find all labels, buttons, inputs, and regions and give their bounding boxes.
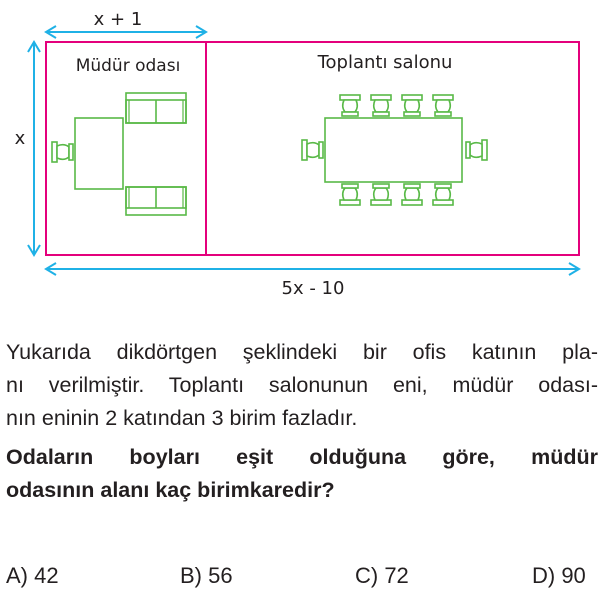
meeting-chair <box>302 140 323 160</box>
question-block <box>6 336 598 507</box>
sofa-bottom <box>126 187 186 215</box>
question-prompt-line: Odaların boyları eşit olduğuna göre, müdür <box>6 445 598 469</box>
meeting-chair <box>466 140 487 160</box>
room-height-arrow <box>28 42 40 255</box>
meeting-chair <box>433 184 453 205</box>
meeting-chair <box>340 95 360 116</box>
meeting-chair <box>433 95 453 116</box>
option-d[interactable]: D) 90 <box>532 563 586 588</box>
manager-desk <box>75 118 123 189</box>
meeting-chair <box>402 95 422 116</box>
meeting-room-label: Toplantı salonu <box>317 52 453 73</box>
option-b[interactable]: B) 56 <box>180 563 233 588</box>
manager-desk-set <box>52 93 186 215</box>
question-line: nın eninin 2 katından 3 birim fazladır. <box>6 406 358 430</box>
answer-options <box>6 563 596 597</box>
question-prompt-line: odasının alanı kaç birimkaredir? <box>6 478 335 502</box>
meeting-chair <box>340 184 360 205</box>
meeting-chair <box>371 95 391 116</box>
question-line: nı verilmiştir. Toplantı salonunun eni, müdür odası- <box>6 373 598 397</box>
meeting-chair <box>402 184 422 205</box>
room-height-label: x <box>14 128 26 149</box>
question-prompt <box>6 441 598 507</box>
office-width-label: 5x - 10 <box>281 278 345 299</box>
manager-room-label: Müdür odası <box>75 56 181 76</box>
question-line: Yukarıda dikdörtgen şeklindeki bir ofis katının pla- <box>6 340 598 364</box>
meeting-table <box>325 118 462 182</box>
question-text <box>6 336 598 435</box>
meeting-table-set <box>302 95 487 205</box>
option-c[interactable]: C) 72 <box>355 563 409 588</box>
sofa-top <box>126 93 186 123</box>
option-a[interactable]: A) 42 <box>6 563 59 588</box>
meeting-chair <box>371 184 391 205</box>
office-width-arrow <box>46 263 579 275</box>
manager-room-width-label: x + 1 <box>93 9 143 30</box>
manager-chair <box>52 142 73 162</box>
